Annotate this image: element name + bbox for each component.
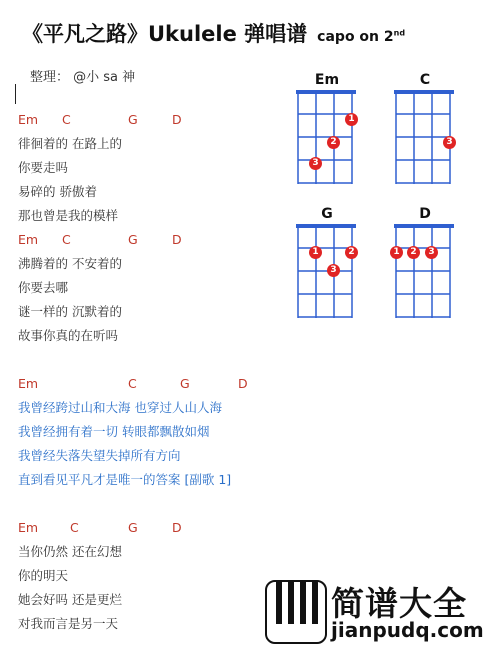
chord-diagram-c [390, 72, 460, 190]
chord-em: Em [18, 112, 39, 127]
lyric-line: 那也曾是我的模样 [18, 208, 119, 223]
lyric-line: 你的明天 [18, 568, 69, 583]
chorus-line: 我曾经跨过山和大海 也穿过人山人海 [18, 400, 222, 415]
chord-d: D [172, 520, 182, 535]
diagram-title: D [419, 206, 431, 222]
chord-line [18, 520, 218, 536]
lyric-line: 谜一样的 沉默着的 [18, 304, 122, 319]
chord-d: D [238, 376, 248, 391]
chord-line [18, 376, 258, 392]
chord-c: C [70, 520, 79, 535]
chord-em: Em [18, 232, 39, 247]
lyric-line: 当你仍然 还在幻想 [18, 544, 122, 559]
logo-url: jianpudq.com [331, 618, 484, 642]
chord-line [18, 232, 218, 248]
lyric-line: 沸腾着的 不安着的 [18, 256, 122, 271]
chorus-line: 我曾经拥有着一切 转眼都飘散如烟 [18, 424, 210, 439]
watermark-logo [265, 578, 485, 644]
lyric-line: 你要去哪 [18, 280, 69, 295]
title-text: 《平凡之路》Ukulele 弹唱谱 [22, 22, 308, 46]
chord-c: C [128, 376, 137, 391]
chorus-line: 直到看见平凡才是唯一的答案 [副歌 1] [18, 472, 232, 487]
diagram-title: Em [314, 72, 340, 88]
finger-dot: 1 [345, 113, 358, 126]
chord-g: G [180, 376, 190, 391]
chord-d: D [172, 232, 182, 247]
chorus-line: 我曾经失落失望失掉所有方向 [18, 448, 181, 463]
chord-em: Em [18, 376, 39, 391]
fretboard-grid [292, 224, 362, 324]
finger-dot: 2 [345, 246, 358, 259]
lyric-line: 她会好吗 还是更烂 [18, 592, 122, 607]
finger-dot: 3 [327, 264, 340, 277]
chord-diagram-g [292, 206, 362, 324]
lyric-line: 徘徊着的 在路上的 [18, 136, 122, 151]
chord-d: D [172, 112, 182, 127]
diagram-title: C [419, 72, 431, 88]
logo-brand: 简谱大全 [331, 584, 467, 623]
lyric-line: 对我而言是另一天 [18, 616, 119, 631]
finger-dot: 3 [425, 246, 438, 259]
finger-dot: 1 [309, 246, 322, 259]
text-cursor [15, 84, 16, 104]
chord-c: C [62, 112, 71, 127]
finger-dot: 3 [443, 136, 456, 149]
lyric-line: 你要走吗 [18, 160, 69, 175]
chord-diagram-d [390, 206, 460, 324]
song-title [22, 18, 405, 48]
capo-note: capo on 2nd [317, 28, 406, 45]
author-credit: 整理： @小 sa 神 [30, 70, 136, 85]
chord-c: C [62, 232, 71, 247]
chord-diagram-em [292, 72, 362, 190]
chord-em: Em [18, 520, 39, 535]
chord-g: G [128, 112, 138, 127]
chord-g: G [128, 232, 138, 247]
diagram-title: G [321, 206, 333, 222]
lyric-line: 故事你真的在听吗 [18, 328, 119, 343]
finger-dot: 2 [327, 136, 340, 149]
chord-line [18, 112, 218, 128]
fretboard-grid [390, 224, 460, 324]
finger-dot: 1 [390, 246, 403, 259]
finger-dot: 3 [309, 157, 322, 170]
lyric-line: 易碎的 骄傲着 [18, 184, 97, 199]
piano-icon [265, 580, 327, 644]
chord-g: G [128, 520, 138, 535]
finger-dot: 2 [407, 246, 420, 259]
